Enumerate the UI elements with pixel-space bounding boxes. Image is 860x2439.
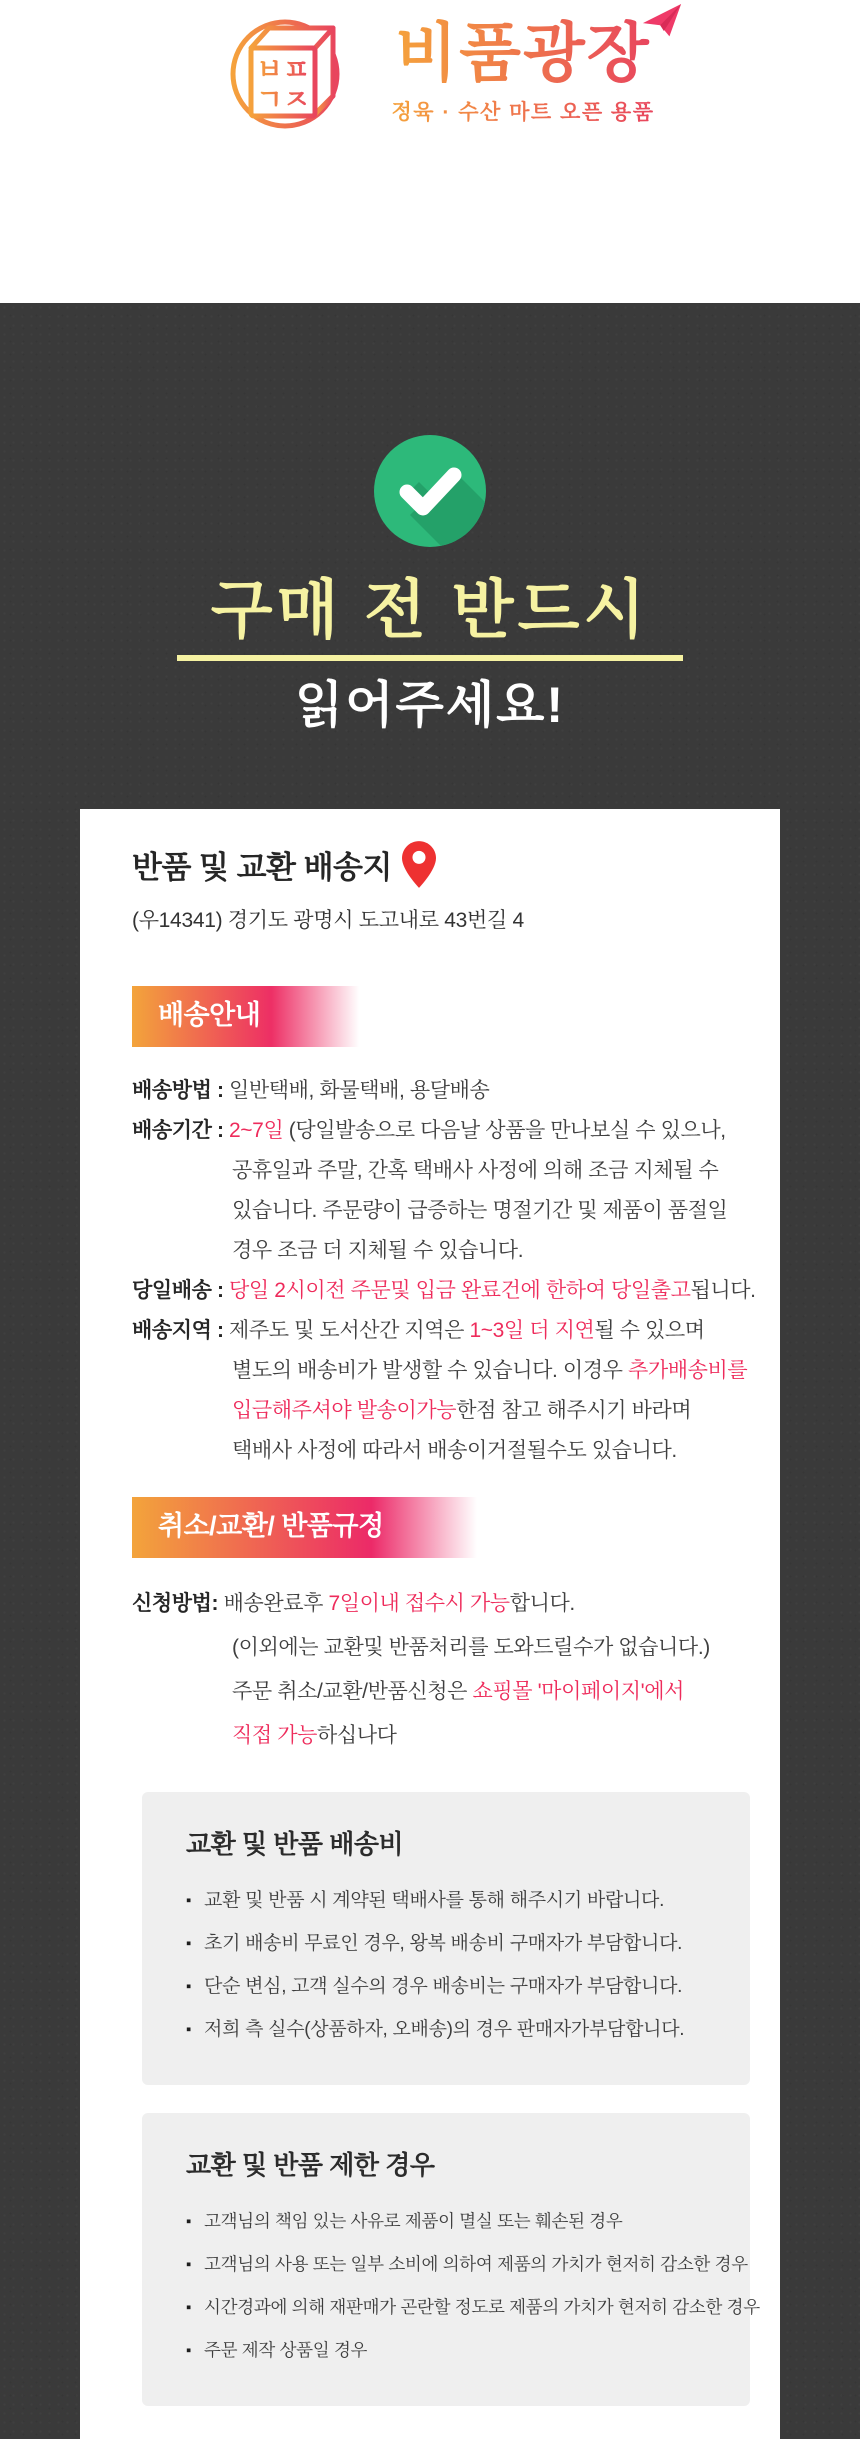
check-circle-icon <box>374 435 486 547</box>
shipping-region-row: 배송지역 : 제주도 및 도서산간 지역은 1~3일 더 지연될 수 있으며 별도의 배송비가 발생할 수 있습니다. 이경우 추가배송비를 입금해주셔야 발송이가능한점 참고 해주시기 바라며 택배사 사정에 따라서 배송이거절될수도 있습니다. <box>132 1318 748 1462</box>
shipping-guide-badge: 배송안내 <box>132 986 364 1047</box>
return-limit-box <box>142 2113 760 2406</box>
list-item: ▪ 주문 제작 상품일 경우 <box>186 2329 710 2372</box>
wordmark-row <box>395 17 651 90</box>
square-bullet-icon: ▪ <box>186 1977 192 1995</box>
sameday-label: 당일배송 : <box>132 1278 224 1302</box>
return-address-line: (우14341) 경기도 광명시 도고내로 43번길 4 <box>132 908 524 932</box>
return-address-section <box>132 849 750 888</box>
list-item: ▪ 단순 변심, 고객 실수의 경우 배송비는 구매자가 부담합니다. <box>186 1965 710 2008</box>
brand-lockup <box>205 10 654 136</box>
headline-sub: 읽어주세요! <box>294 677 566 734</box>
shipping-period-label: 배송기간 : <box>132 1118 224 1142</box>
location-pin-icon <box>402 841 436 888</box>
apply-method-label: 신청방법: <box>132 1591 219 1615</box>
brand-box-logo-icon <box>205 10 377 136</box>
return-limit-list <box>186 2200 760 2372</box>
brand-initials-bottom: ㄱㅈ <box>256 84 311 115</box>
return-address-title: 반품 및 교환 배송지 <box>132 849 392 885</box>
shipping-method-value: 일반택배, 화물택배, 용달배송 <box>229 1078 490 1102</box>
shipping-period-row: 배송기간 : 2~7일 (당일발송으로 다음날 상품을 만나보실 수 있으나, 공휴일과 주말, 간혹 택배사 사정에 의해 조금 지체될 수 있습니다. 주문량이 급증하는 명절기간 및 제품이 품절일 경우 조금 더 지체될 수 있습니다. <box>132 1118 728 1262</box>
brand-text <box>391 17 655 125</box>
return-limit-box-title: 교환 및 반품 제한 경우 <box>186 2149 435 2180</box>
apply-method-row: 신청방법: 배송완료후 7일이내 접수시 가능합니다. (이외에는 교환및 반품처리를 도와드릴수가 없습니다.) 주문 취소/교환/반품신청은 쇼핑몰 '마이페이지'에서 직접 가능하십나다 <box>132 1591 710 1747</box>
shipping-policy-card <box>80 809 780 2439</box>
brand-tagline: 정육 · 수산 마트 오픈 용품 <box>391 96 654 126</box>
shipping-info <box>132 1071 756 1471</box>
sameday-shipping-row: 당일배송 : 당일 2시이전 주문및 입금 완료건에 한하여 당일출고됩니다. <box>132 1278 756 1302</box>
region-label: 배송지역 : <box>132 1318 224 1342</box>
square-bullet-icon: ▪ <box>186 2341 192 2359</box>
shipping-method-row <box>132 1071 750 1111</box>
notice-hero <box>0 303 860 2439</box>
list-item: ▪ 초기 배송비 무료인 경우, 왕복 배송비 구매자가 부담합니다. <box>186 1922 710 1965</box>
return-fee-list <box>186 1879 710 2051</box>
check-wrap <box>0 435 860 547</box>
paper-plane-icon <box>639 2 687 44</box>
brand-header <box>0 0 860 303</box>
list-item: ▪ 고객님의 책임 있는 사유로 제품이 멸실 또는 훼손된 경우 <box>186 2200 710 2243</box>
square-bullet-icon: ▪ <box>186 1934 192 1952</box>
return-fee-box <box>142 1792 750 2085</box>
square-bullet-icon: ▪ <box>186 2020 192 2038</box>
return-fee-box-title: 교환 및 반품 배송비 <box>186 1828 404 1859</box>
policy-info <box>132 1582 750 1758</box>
brand-wordmark: 비품광장 <box>395 17 651 90</box>
headline-highlight: 구매 전 반드시 <box>177 575 684 661</box>
list-item: ▪ 저희 측 실수(상품하자, 오배송)의 경우 판매자가부담합니다. <box>186 2008 710 2051</box>
list-item: ▪ 고객님의 사용 또는 일부 소비에 의하여 제품의 가치가 현저히 감소한 경우 <box>186 2243 710 2286</box>
list-item: ▪ 시간경과에 의해 재판매가 곤란할 정도로 제품의 가치가 현저히 감소한 경우 <box>186 2286 710 2329</box>
square-bullet-icon: ▪ <box>186 2255 192 2273</box>
list-item: ▪ 교환 및 반품 시 계약된 택배사를 통해 해주시기 바랍니다. <box>186 1879 710 1922</box>
brand-initials-top: ㅂㅍ <box>256 54 311 85</box>
square-bullet-icon: ▪ <box>186 2212 192 2230</box>
square-bullet-icon: ▪ <box>186 2298 192 2316</box>
headline <box>0 575 860 661</box>
cancel-return-policy-badge: 취소/교환/ 반품규정 <box>132 1497 484 1558</box>
shipping-method-label: 배송방법 : <box>132 1078 224 1102</box>
square-bullet-icon: ▪ <box>186 1891 192 1909</box>
